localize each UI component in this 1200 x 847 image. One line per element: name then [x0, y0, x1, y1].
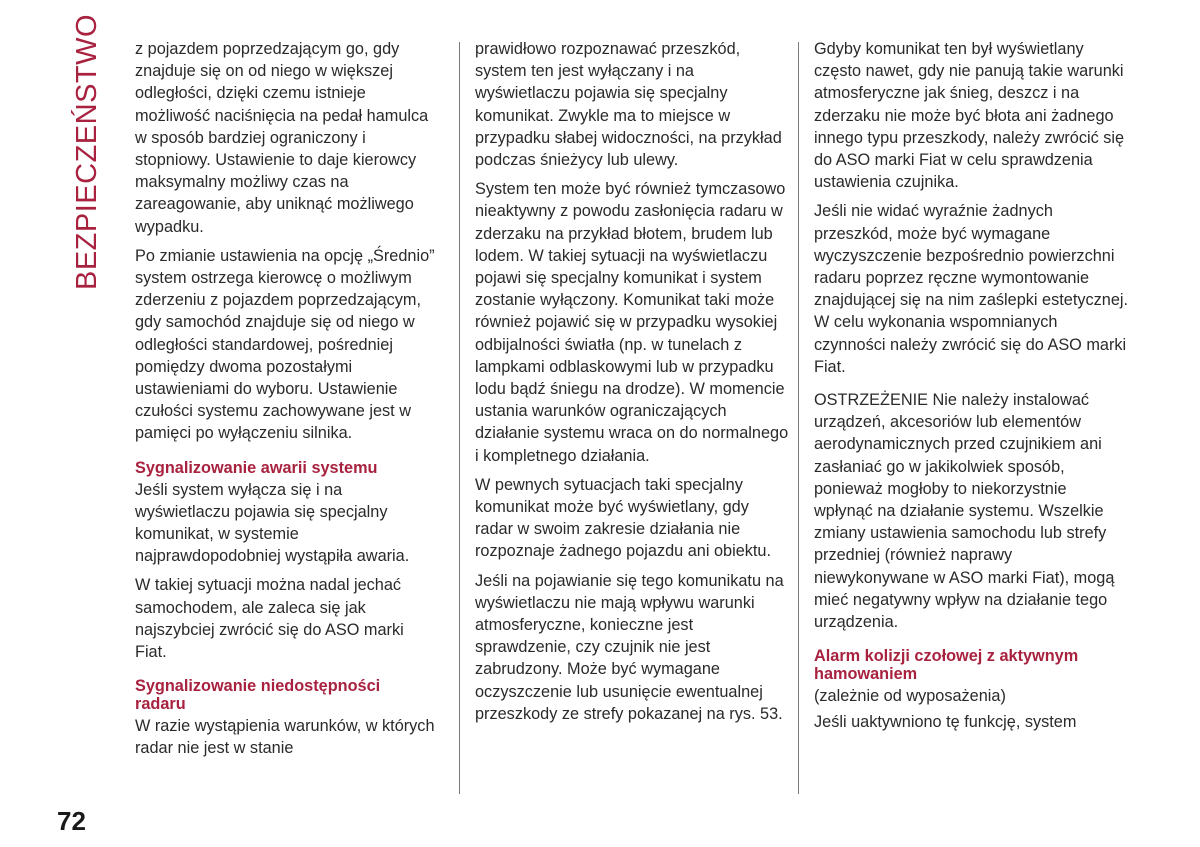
- paragraph: z pojazdem poprzedzającym go, gdy znajduje się on od niego w większej odległości, dzięki czemu istnieje możliwość naciśnięcia na pedał hamulca w sposób bardziej ograniczony i stopniowy. Ustawienie to daje kierowcy maksymalny możliwy czas na zareagowanie, aby uniknąć możliwego wypadku.: [135, 40, 429, 236]
- column-divider: [798, 42, 799, 794]
- text-column-right: [814, 38, 1129, 741]
- paragraph: Jeśli system wyłącza się i na wyświetlaczu pojawia się specjalny komunikat, w systemie najprawdopodobniej wystąpiła awaria.: [135, 480, 410, 566]
- heading-collision-alarm: Alarm kolizji czołowej z aktywnym hamowaniem: [814, 647, 1079, 684]
- section-title: BEZPIECZEŃSTWO: [71, 13, 103, 290]
- text-column-left: [135, 38, 435, 767]
- paragraph: Jeśli nie widać wyraźnie żadnych przeszkód, może być wymagane wyczyszczenie bezpośrednio powierzchni radaru poprzez ręczne wymontowanie znajdującej się na nim zaślepki estetycznej. W celu wykonania wspomnianych czynności należy zwrócić się do ASO marki Fiat.: [814, 202, 1129, 376]
- heading-radar-unavailable: Sygnalizowanie niedostępności radaru: [135, 677, 381, 714]
- page-number: 72: [57, 806, 86, 836]
- heading-system-failure: Sygnalizowanie awarii systemu: [135, 458, 378, 477]
- paragraph: prawidłowo rozpoznawać przeszkód, system ten jest wyłączany i na wyświetlaczu pojawia się specjalny komunikat. Zwykle ma to miejsce w przypadku słabej widoczności, na przykład podczas śnieżycy lub ulewy.: [475, 40, 782, 170]
- paragraph: (zależnie od wyposażenia): [814, 687, 1006, 706]
- warning-paragraph: OSTRZEŻENIE Nie należy instalować urządzeń, akcesoriów lub elementów aerodynamicznych przed czujnikiem ani zasłaniać go w jakikolwiek sposób, ponieważ mogłoby to niekorzystnie wpłynąć na działanie systemu. Wszelkie zmiany ustawienia samochodu lub strefy przedniej (również naprawy niewykonywane w ASO marki Fiat), mogą mieć negatywny wpływ na działanie tego urządzenia.: [814, 391, 1115, 632]
- paragraph: Jeśli uaktywniono tę funkcję, system: [814, 713, 1077, 732]
- paragraph: Jeśli na pojawianie się tego komunikatu na wyświetlaczu nie mają wpływu warunki atmosferyczne, konieczne jest sprawdzenie, czy czujnik nie jest zabrudzony. Może być wymagane oczyszczenie lub usunięcie ewentualnej przeszkody ze strefy pokazanej na rys. 53.: [475, 571, 784, 723]
- paragraph: Gdyby komunikat ten był wyświetlany często nawet, gdy nie panują takie warunki atmosferyczne jak śnieg, deszcz i na zderzaku nie może być błota ani żadnego innego typu przeszkody, należy zwrócić się do ASO marki Fiat w celu sprawdzenia ustawienia czujnika.: [814, 40, 1125, 192]
- paragraph: Po zmianie ustawienia na opcję „Średnio” system ostrzega kierowcę o możliwym zderzeniu z pojazdem poprzedzającym, gdy samochód znajduje się od niego w odległości standardowej, pośredniej pomiędzy dwoma pozostałymi ustawieniami do wyboru. Ustawienie czułości systemu zachowywane jest w pamięci po wyłączeniu silnika.: [135, 246, 435, 443]
- column-divider: [459, 42, 460, 794]
- paragraph: System ten może być również tymczasowo nieaktywny z powodu zasłonięcia radaru w zderzaku na przykład błotem, brudem lub lodem. W takiej sytuacji na wyświetlaczu pojawi się specjalny komunikat i system zostanie wyłączony. Komunikat taki może również pojawić się w przypadku wysokiej odbijalności światła (np. w tunelach z lampkami odblaskowymi lub w przypadku lodu bądź śniegu na drodze). W momencie ustania warunków ograniczających działanie systemu wraca on do normalnego i kompletnego działania.: [475, 180, 789, 465]
- paragraph: W razie wystąpienia warunków, w których radar nie jest w stanie: [135, 717, 435, 758]
- text-column-middle: [475, 38, 790, 732]
- paragraph: W pewnych sytuacjach taki specjalny komunikat może być wyświetlany, gdy radar w swoim zakresie działania nie rozpoznaje żadnego pojazdu ani obiektu.: [475, 475, 771, 561]
- paragraph: W takiej sytuacji można nadal jechać samochodem, ale zaleca się jak najszybciej zwrócić się do ASO marki Fiat.: [135, 576, 404, 662]
